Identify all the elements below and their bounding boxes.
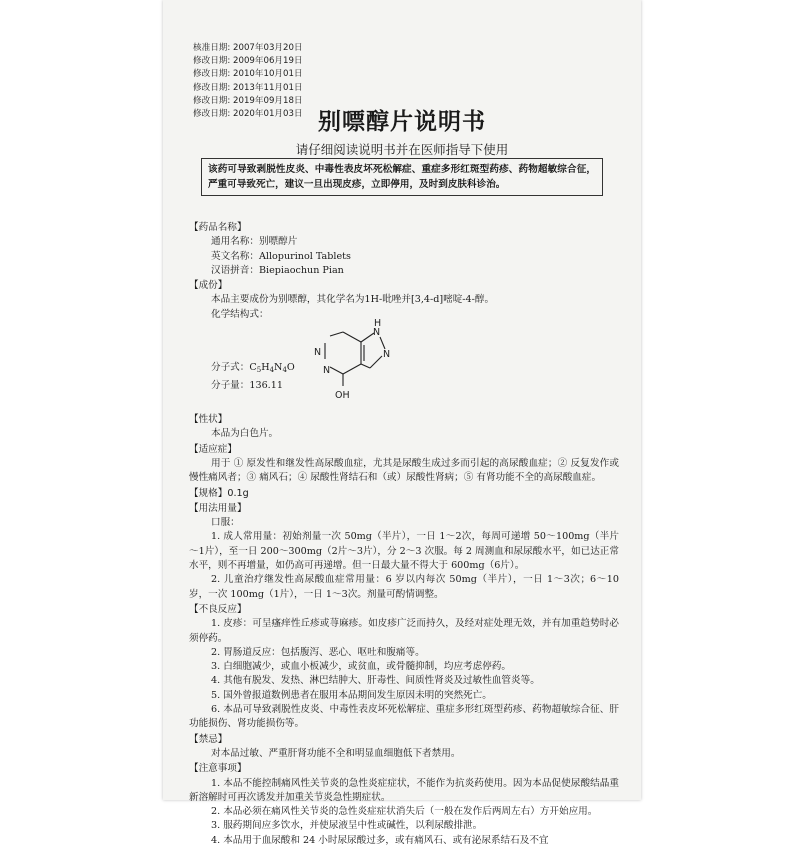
leaflet-body bbox=[189, 220, 619, 848]
usage-item: 2. 儿童治疗继发性高尿酸血症常用量：6 岁以内每次 50mg（半片），一日 1～3次；6～10 岁，一次 100mg（1片），一日 1～3次。剂量可酌情调整。 bbox=[189, 574, 619, 600]
pinyin-name: 汉语拼音：Biepiaochun Pian bbox=[211, 264, 344, 276]
caution-item: 3. 服药期间应多饮水，并使尿液呈中性或碱性，以利尿酸排泄。 bbox=[211, 820, 483, 832]
caution-item: 1. 本品不能控制痛风性关节炎的急性炎症症状，不能作为抗炎药使用。因为本品促使尿酸结晶重新溶解时可再次诱发并加重关节炎急性期症状。 bbox=[189, 777, 619, 803]
leaflet-sheet bbox=[163, 0, 641, 846]
indication-text: 用于 ① 原发性和继发性高尿酸血症，尤其是尿酸生成过多而引起的高尿酸血症；② 反复发作或慢性痛风者；③ 痛风石；④ 尿酸性肾结石和（或）尿酸性肾病；⑤ 有肾功能不全的高尿酸血症。 bbox=[189, 457, 619, 484]
generic-name: 通用名称：别嘌醇片 bbox=[211, 236, 298, 248]
chemical-structure-diagram bbox=[314, 318, 424, 414]
adverse-item: 3. 白细胞减少，或血小板减少，或贫血，或骨髓抑制，均应考虑停药。 bbox=[211, 661, 512, 673]
structure-label: 化学结构式： bbox=[211, 308, 269, 320]
section-heading-cautions: 【注意事项】 bbox=[189, 763, 247, 775]
english-name: 英文名称：Allopurinol Tablets bbox=[211, 250, 351, 262]
molecular-weight: 分子量：136.11 bbox=[211, 380, 283, 392]
adverse-item: 1. 皮疹：可呈瘙痒性丘疹或荨麻疹。如皮疹广泛而持久，及经对症处理无效，并有加重趋势时必须停药。 bbox=[189, 618, 619, 644]
date-row: 核准日期: 2007年03月20日 bbox=[193, 43, 303, 53]
composition-text: 本品主要成份为别嘌醇，其化学名为1H-吡唑并[3,4-d]嘧啶-4-醇。 bbox=[211, 294, 495, 306]
appearance-text: 本品为白色片。 bbox=[211, 428, 279, 440]
section-heading-usage: 【用法用量】 bbox=[189, 502, 247, 514]
section-spec: 【规格】0.1g bbox=[189, 487, 249, 499]
oral-label: 口服： bbox=[211, 517, 240, 529]
adverse-item: 6. 本品可导致剥脱性皮炎、中毒性表皮坏死松解症、重症多形红斑型药疹、药物超敏综合征、肝功能损伤、肾功能损伤等。 bbox=[189, 704, 619, 730]
contraindications-text: 对本品过敏、严重肝肾功能不全和明显血细胞低下者禁用。 bbox=[211, 747, 461, 759]
section-heading-composition: 【成份】 bbox=[189, 280, 228, 292]
structure-area bbox=[189, 318, 619, 412]
caution-item: 4. 本品用于血尿酸和 24 小时尿尿酸过多，或有痛风石、或有泌尿系结石及不宜 bbox=[211, 834, 549, 846]
date-row: 修改日期: 2020年01月03日 bbox=[193, 109, 303, 120]
section-heading-appearance: 【性状】 bbox=[189, 414, 228, 426]
atom-n4: N bbox=[383, 349, 391, 361]
document-subtitle: 请仔细阅读说明书并在医师指导下使用 bbox=[295, 142, 509, 157]
adverse-item: 5. 国外曾报道数例患者在服用本品期间发生原因未明的突然死亡。 bbox=[211, 689, 492, 701]
date-row: 修改日期: 2009年06月19日 bbox=[193, 56, 303, 67]
date-row: 修改日期: 2010年10月01日 bbox=[193, 69, 303, 80]
atom-nh: H bbox=[374, 318, 382, 330]
formula-block bbox=[211, 360, 295, 393]
warning-box: 该药可导致剥脱性皮炎、中毒性表皮坏死松解症、重症多形红斑型药疹、药物超敏综合征，严重可导致死亡，建议一旦出现皮疹，立即停用，及时到皮肤科诊治。 bbox=[201, 158, 603, 196]
adverse-item: 2. 胃肠道反应：包括腹泻、恶心、呕吐和腹痛等。 bbox=[211, 646, 425, 658]
section-heading-adverse: 【不良反应】 bbox=[189, 603, 247, 615]
molecular-formula: 分子式：$C_5H_4N_4O$ bbox=[211, 362, 295, 375]
date-row: 修改日期: 2013年11月01日 bbox=[193, 82, 303, 93]
atom-n2: N bbox=[323, 365, 331, 377]
usage-item: 1. 成人常用量：初始剂量一次 50mg（半片），一日 1～2次，每周可递增 50～100mg（半片～1片），至一日 200～300mg（2片～3片），分 2～3 次服。每 2 周测血和尿尿酸水平，如已达正常水平，则不再增量，如仍高可再递增。但一日最大量不得大于 600mg（6片）。 bbox=[189, 531, 619, 572]
date-row: 修改日期: 2019年09月18日 bbox=[193, 95, 303, 106]
atom-n3: N bbox=[373, 327, 381, 339]
section-heading-contraindications: 【禁忌】 bbox=[189, 733, 228, 745]
atom-oh: OH bbox=[335, 390, 350, 402]
document-title: 别嘌醇片说明书 bbox=[318, 109, 486, 135]
atom-n1: N bbox=[314, 347, 322, 359]
section-heading-indication: 【适应症】 bbox=[189, 443, 237, 455]
caution-item: 2. 本品必须在痛风性关节炎的急性炎症症状消失后（一般在发作后两周左右）方开始应用。 bbox=[211, 806, 598, 818]
adverse-item: 4. 其他有脱发、发热、淋巴结肿大、肝毒性、间质性肾炎及过敏性血管炎等。 bbox=[211, 675, 540, 687]
section-heading-name: 【药品名称】 bbox=[189, 222, 247, 233]
